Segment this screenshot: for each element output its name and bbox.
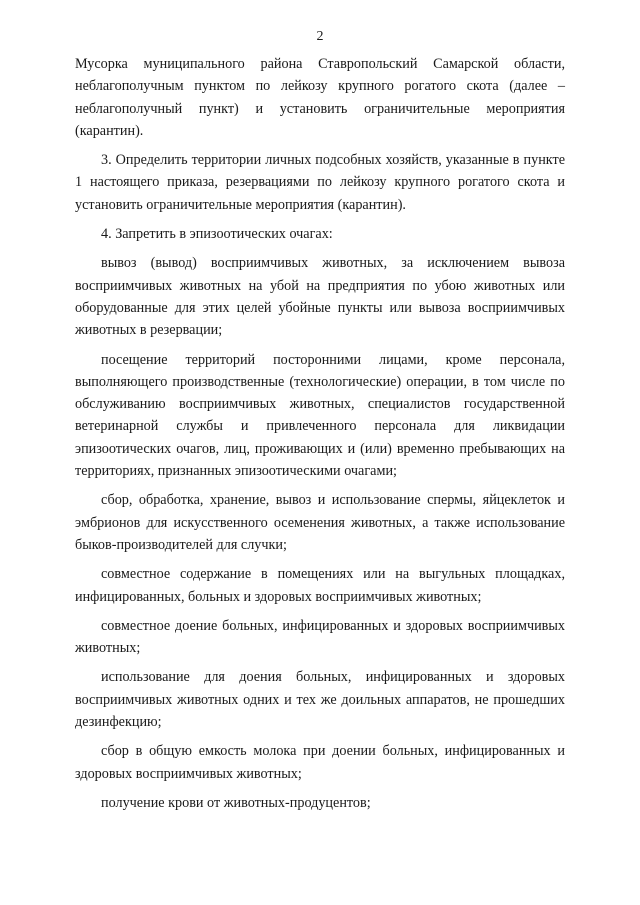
prohibition-visits: посещение территорий посторонними лицами, кроме персонала, выполняющего производственные (технологические) операции, в том числе по обслуживанию восприимчивых животных, специалистов государственной ветеринарной службы и привлеченного персонала для ликвидации эпизоотических очагов, лиц, проживающих и (или) временно пребывающих на территориях, признанных эпизоотическими очагами; (75, 351, 565, 480)
prohibition-milk-collection: сбор в общую емкость молока при доении больных, инфицированных и здоровых восприимчивых животных; (75, 743, 565, 782)
prohibition-joint-milking: совместное доение больных, инфицированных и здоровых восприимчивых животных; (75, 617, 565, 657)
prohibition-milking-machines: использование для доения больных, инфицированных и здоровых восприимчивых животных одних и тех же доильных аппаратов, не прошедших дезинфекцию; (75, 669, 565, 731)
page-number: 2 (316, 29, 324, 44)
prohibition-joint-keeping: совместное содержание в помещениях или на выгульных площадках, инфицированных, больных и здоровых восприимчивых животных; (75, 566, 565, 605)
paragraph-continuation: Мусорка муниципального района Ставропольский Самарской области, неблагополучным пунктом по лейкозу крупного рогатого скота (далее – неблагополучный пункт) и установить ограничительные мероприятия (карантин). (75, 56, 565, 139)
prohibition-removal: вывоз (вывод) восприимчивых животных, за исключением вывоза восприимчивых животных на убой на предприятия по убою животных или оборудованные для этих целей убойные пункты или вывоза восприимчивых животных в резервации; (75, 255, 565, 339)
paragraph-item-3: 3. Определить территории личных подсобных хозяйств, указанные в пункте 1 настоящего приказа, резервациями по лейкозу крупного рогатого скота и установить ограничительные мероприятия (карантин). (75, 152, 565, 213)
document-body (75, 53, 565, 821)
prohibition-blood: получение крови от животных-продуцентов; (101, 794, 371, 811)
paragraph-item-4: 4. Запретить в эпизоотических очагах: (101, 226, 333, 243)
prohibition-semen: сбор, обработка, хранение, вывоз и использование спермы, яйцеклеток и эмбрионов для искусственного осеменения животных, а также использование быков-производителей для случки; (75, 492, 565, 553)
